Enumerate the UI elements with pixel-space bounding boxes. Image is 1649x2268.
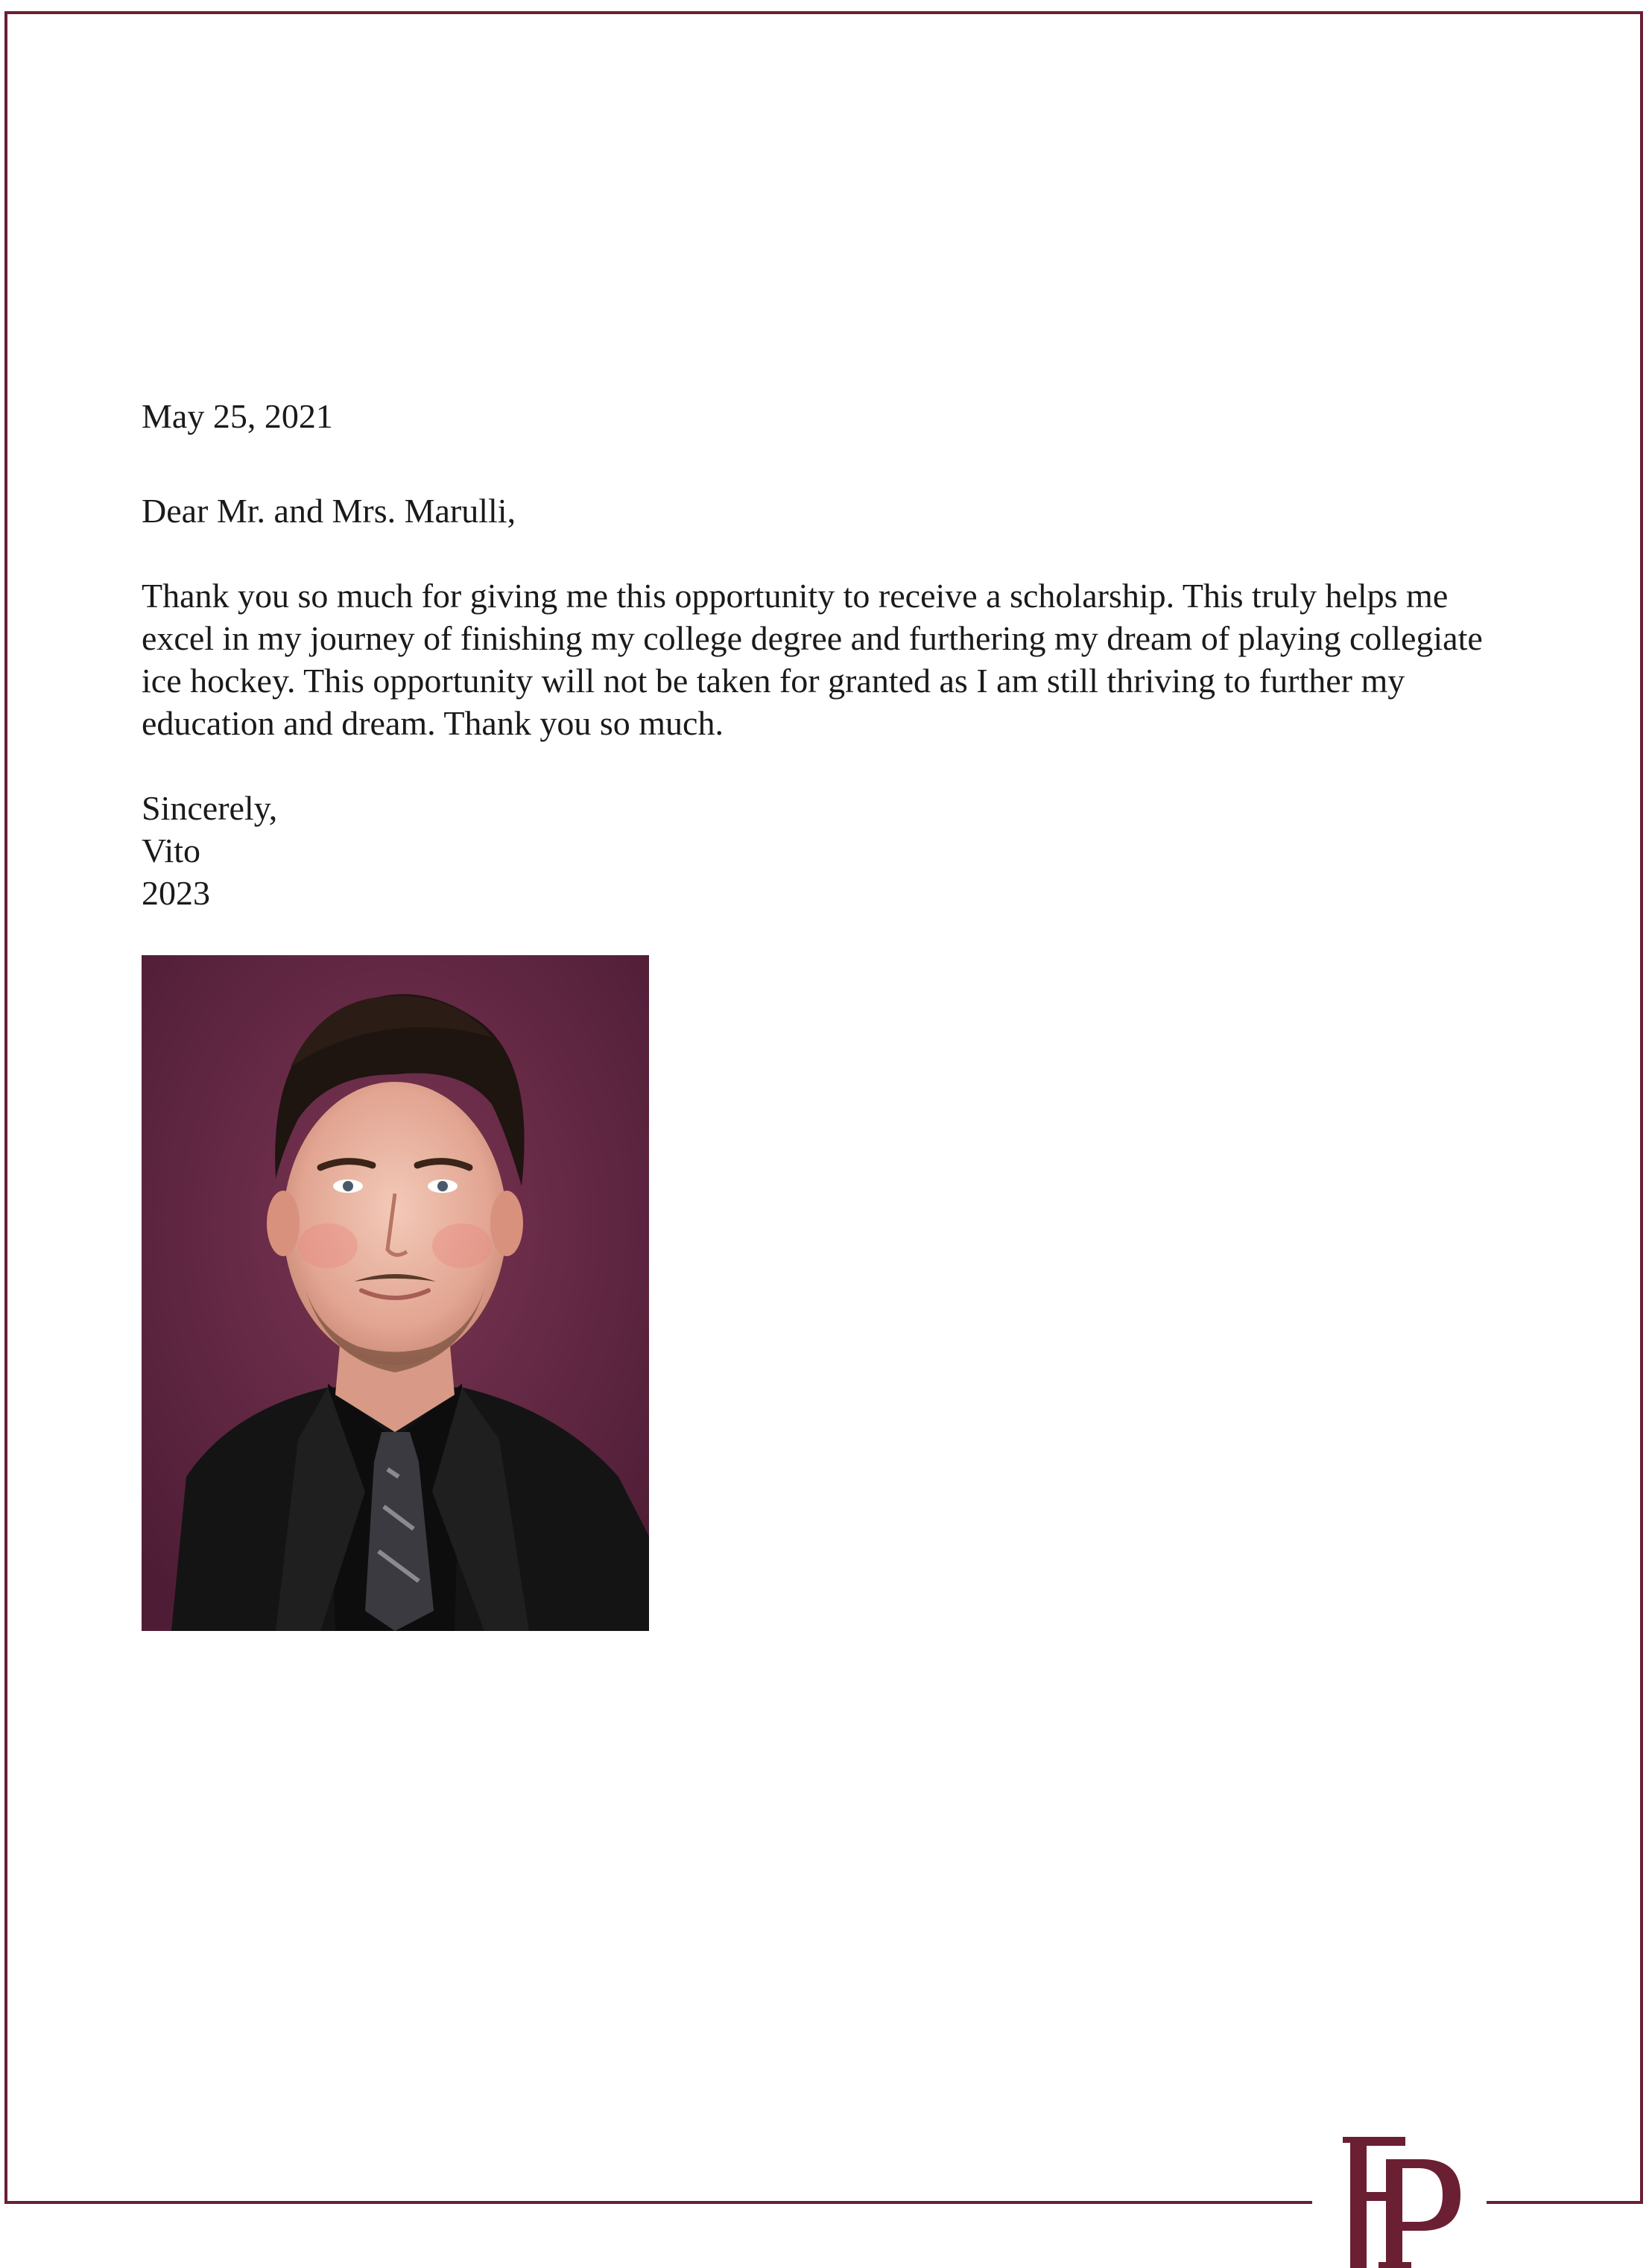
class-year: 2023: [142, 874, 210, 912]
letter-body: Thank you so much for giving me this opportunity to receive a scholarship. This truly helps me excel in my journey of finishing my college degree and furthering my dream of playing collegiate ice hockey. This opportunity will not be taken for granted as I am still thriving to further my education and dream. Thank you so much.: [142, 577, 1483, 742]
signature-name: Vito: [142, 832, 201, 869]
page-border-bottom-left: [4, 2201, 1312, 2204]
portrait-photo: [142, 955, 649, 1631]
page-border-top: [4, 11, 1643, 14]
letter-date: May 25, 2021: [142, 397, 333, 435]
letter-closing: Sincerely,: [142, 789, 278, 827]
page-border-bottom-right: [1487, 2201, 1643, 2204]
letter-content: [142, 395, 1505, 914]
fp-monogram-logo: [1334, 2129, 1468, 2268]
page-border-left: [4, 11, 7, 2204]
letter-salutation: Dear Mr. and Mrs. Marulli,: [142, 492, 516, 530]
page-border-right: [1640, 11, 1643, 2204]
